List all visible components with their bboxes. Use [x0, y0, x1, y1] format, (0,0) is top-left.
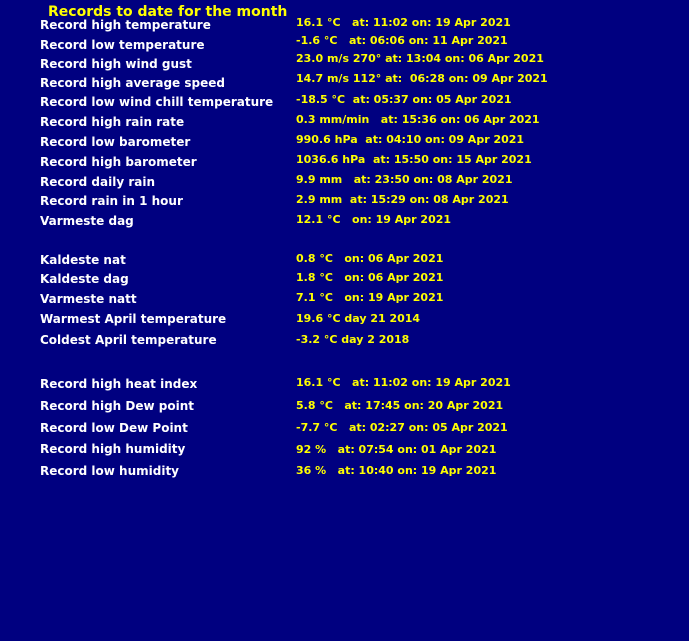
record-label: Record high rain rate — [40, 115, 185, 129]
record-label: Record low Dew Point — [40, 421, 188, 435]
record-label: Record low temperature — [40, 38, 205, 52]
record-value: 1.8 °C on: 06 Apr 2021 — [296, 271, 444, 284]
record-label: Record high barometer — [40, 155, 197, 169]
record-value: 36 % at: 10:40 on: 19 Apr 2021 — [296, 464, 497, 477]
record-label: Record high temperature — [40, 18, 211, 32]
record-value: -3.2 °C day 2 2018 — [296, 333, 410, 346]
record-label: Record high average speed — [40, 76, 225, 90]
record-label: Varmeste dag — [40, 214, 134, 228]
record-value: 2.9 mm at: 15:29 on: 08 Apr 2021 — [296, 193, 509, 206]
record-label: Record low wind chill temperature — [40, 95, 274, 109]
record-label: Warmest April temperature — [40, 312, 227, 326]
record-label: Record rain in 1 hour — [40, 194, 183, 208]
record-label: Record high heat index — [40, 377, 198, 391]
record-value: 16.1 °C at: 11:02 on: 19 Apr 2021 — [296, 376, 511, 389]
record-label: Record daily rain — [40, 175, 156, 189]
record-value: -1.6 °C at: 06:06 on: 11 Apr 2021 — [296, 34, 508, 47]
record-label: Coldest April temperature — [40, 333, 217, 347]
record-value: 14.7 m/s 112° at: 06:28 on: 09 Apr 2021 — [296, 72, 548, 85]
record-value: 16.1 °C at: 11:02 on: 19 Apr 2021 — [296, 16, 511, 29]
page-title: Records to date for the month — [48, 4, 288, 20]
record-value: 0.3 mm/min at: 15:36 on: 06 Apr 2021 — [296, 113, 540, 126]
record-label: Kaldeste dag — [40, 272, 129, 286]
record-value: 12.1 °C on: 19 Apr 2021 — [296, 213, 452, 226]
record-value: 5.8 °C at: 17:45 on: 20 Apr 2021 — [296, 399, 504, 412]
record-value: 23.0 m/s 270° at: 13:04 on: 06 Apr 2021 — [296, 52, 544, 65]
record-value: 7.1 °C on: 19 Apr 2021 — [296, 291, 444, 304]
record-value: 1036.6 hPa at: 15:50 on: 15 Apr 2021 — [296, 153, 532, 166]
record-value: 0.8 °C on: 06 Apr 2021 — [296, 252, 444, 265]
record-label: Record low humidity — [40, 464, 180, 478]
record-value: -18.5 °C at: 05:37 on: 05 Apr 2021 — [296, 93, 512, 106]
record-label: Varmeste natt — [40, 292, 137, 306]
record-value: 9.9 mm at: 23:50 on: 08 Apr 2021 — [296, 173, 513, 186]
record-value: 990.6 hPa at: 04:10 on: 09 Apr 2021 — [296, 133, 525, 146]
record-label: Kaldeste nat — [40, 253, 126, 267]
record-label: Record high wind gust — [40, 57, 192, 71]
record-value: 92 % at: 07:54 on: 01 Apr 2021 — [296, 443, 497, 456]
record-label: Record low barometer — [40, 135, 191, 149]
record-label: Record high humidity — [40, 442, 186, 456]
record-value: 19.6 °C day 21 2014 — [296, 312, 421, 325]
record-label: Record high Dew point — [40, 399, 194, 413]
record-value: -7.7 °C at: 02:27 on: 05 Apr 2021 — [296, 421, 508, 434]
